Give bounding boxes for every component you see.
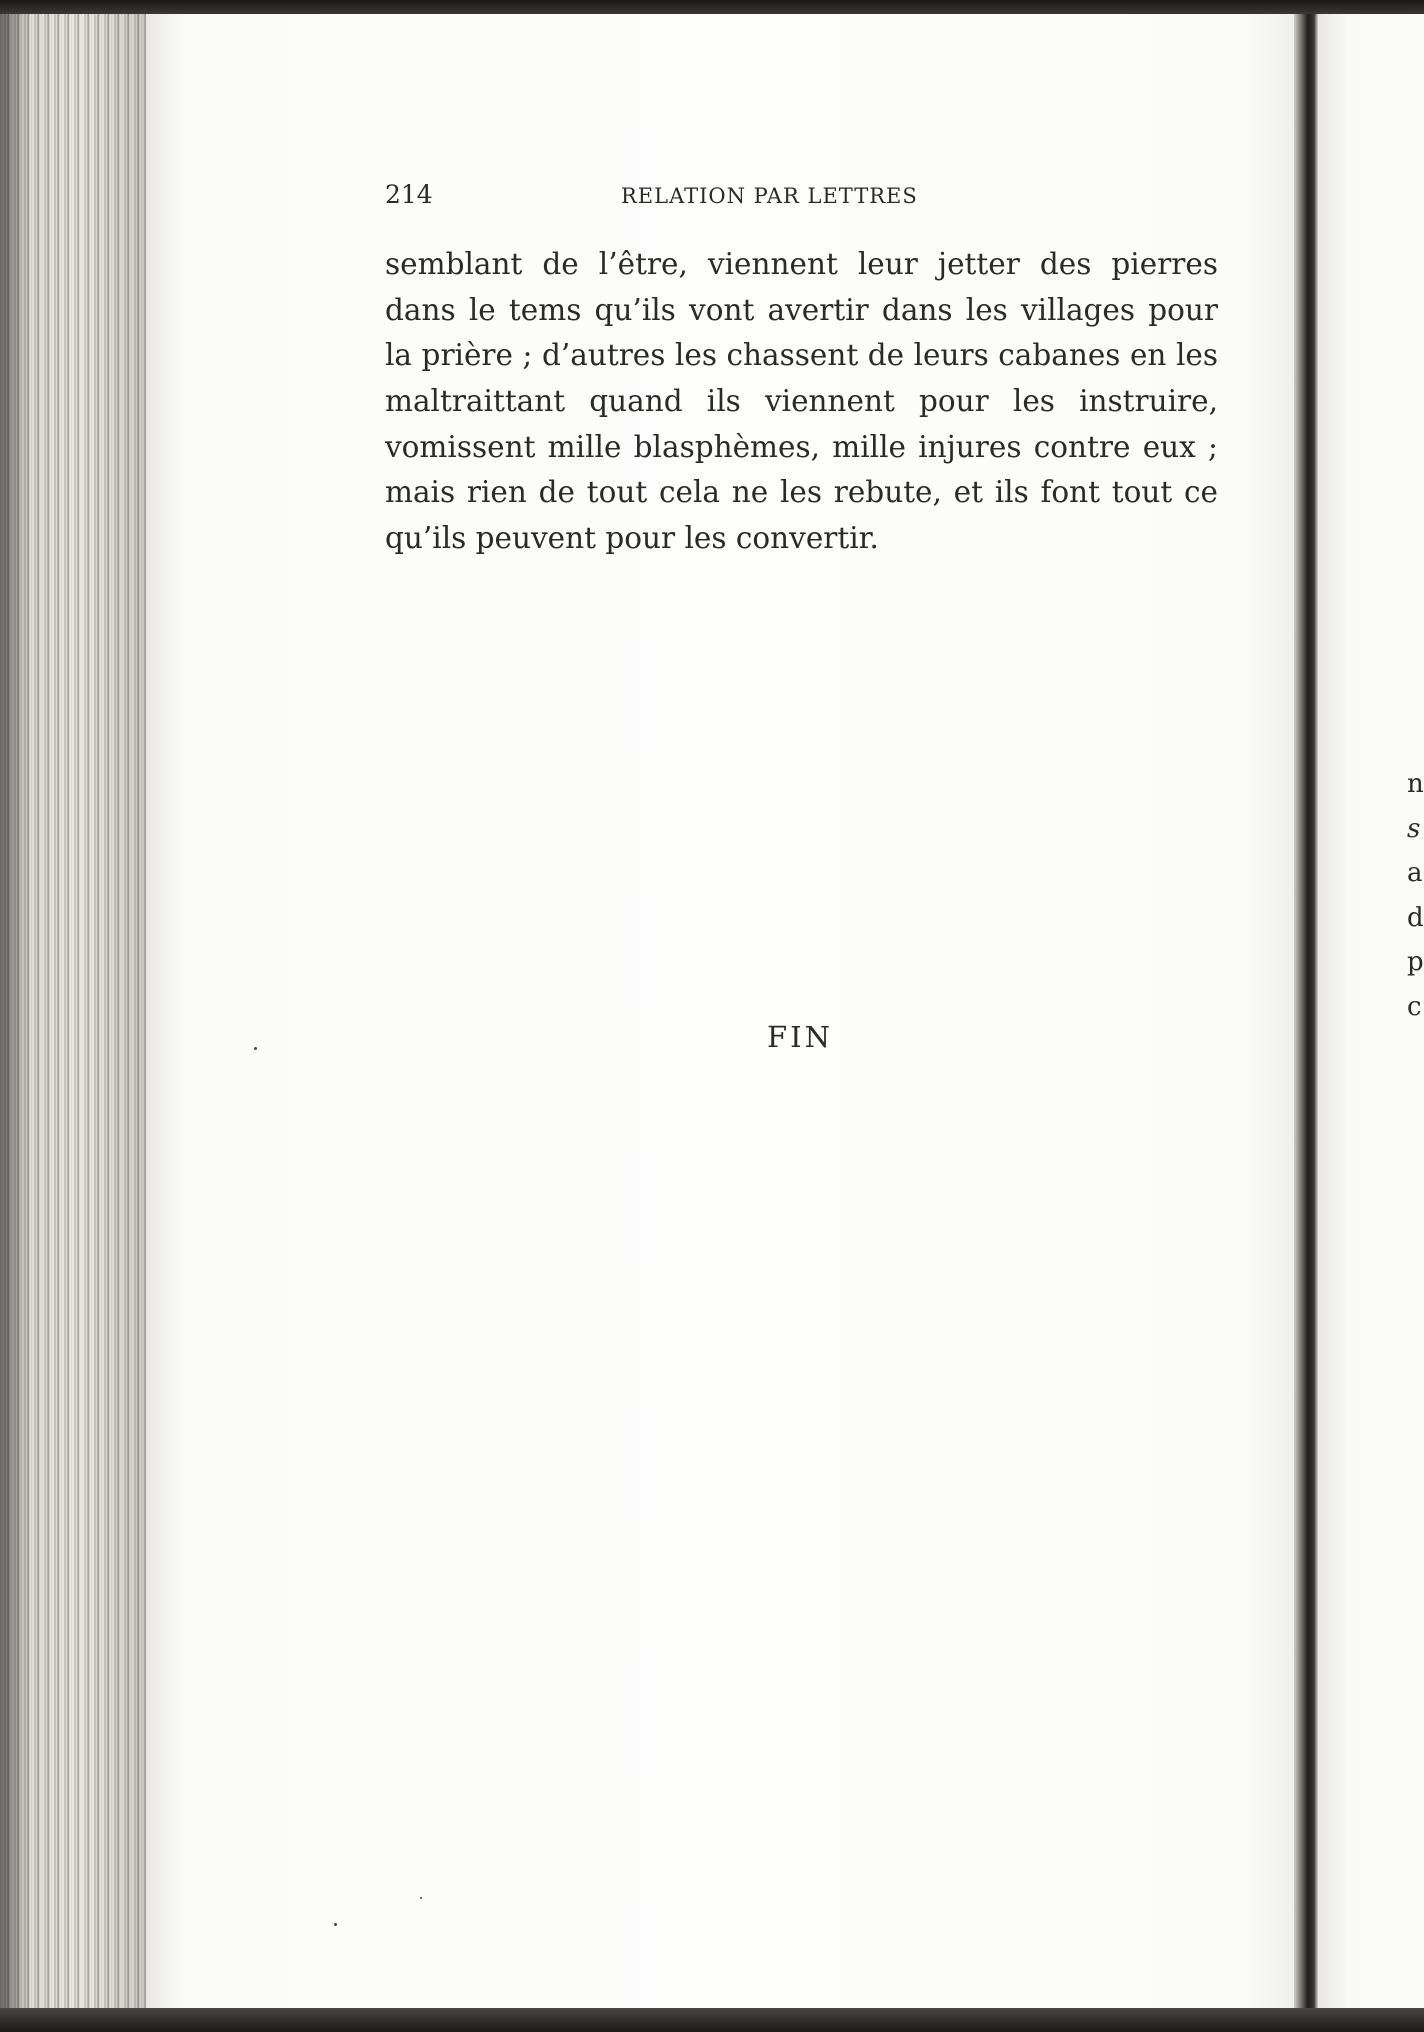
scan-bottom-border	[0, 2008, 1424, 2032]
paper-speck	[254, 1047, 257, 1050]
end-mark: FIN	[767, 1020, 833, 1054]
text-line: maltraittant quand ils viennent pour les instruire,	[385, 384, 1218, 419]
page-edges	[0, 0, 150, 2032]
facing-letter: d	[1407, 902, 1424, 933]
facing-letter: p	[1407, 947, 1424, 977]
facing-page-text-fragment	[1407, 762, 1424, 1029]
paper-speck	[420, 1897, 422, 1899]
running-title: RELATION PAR LETTRES	[621, 184, 918, 208]
text-line: qu’ils peuvent pour les convertir.	[385, 521, 879, 556]
facing-letter: s	[1407, 813, 1421, 844]
scan-top-border	[0, 0, 1424, 14]
facing-letter: n	[1407, 769, 1424, 799]
running-head	[385, 180, 1220, 220]
body-paragraph	[385, 242, 1218, 562]
text-line: semblant de l’être, viennent leur jetter des pierres	[385, 247, 1218, 281]
text-line: dans le tems qu’ils vont avertir dans les villages pour	[385, 292, 1218, 327]
paper-speck	[334, 1923, 337, 1926]
text-line: mais rien de tout cela ne les rebute, et ils font tout ce	[385, 475, 1218, 510]
book-gutter	[1294, 14, 1318, 2010]
facing-letter: a	[1407, 858, 1423, 888]
facing-letter: c	[1407, 991, 1422, 1022]
text-line: la prière ; d’autres les chassent de leurs cabanes en les	[385, 338, 1218, 373]
page-number: 214	[385, 180, 433, 209]
text-line: vomissent mille blasphèmes, mille injures contre eux ;	[385, 429, 1218, 464]
